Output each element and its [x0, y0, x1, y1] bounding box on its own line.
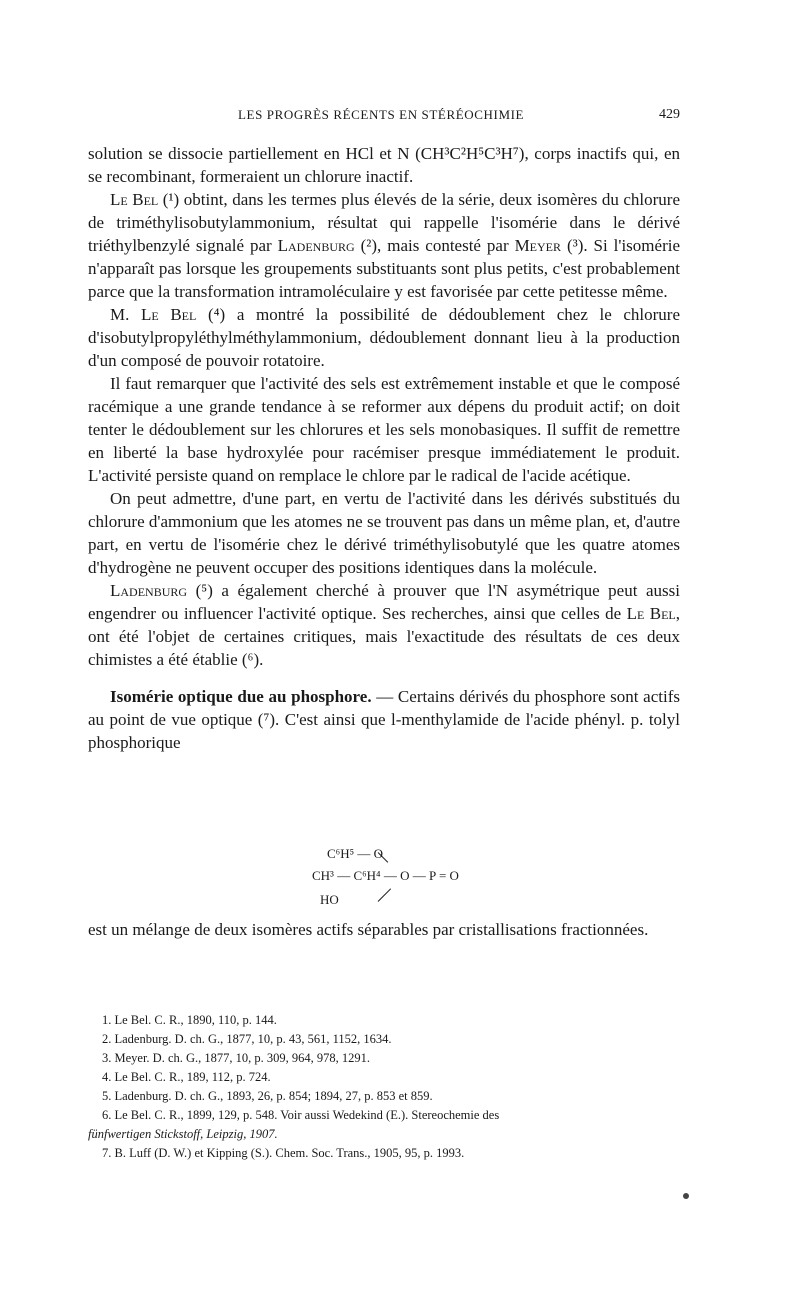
- paragraph-5: On peut admettre, d'une part, en vertu de l'activité dans les dérivés substitués du chlorure d'ammonium que les atomes ne se trouvent pas dans un même plan, et, d'autre part, en vertu de l'isomérie chez le dérivé triméthylisobutylé que les quatre atomes d'hydrogène ne peuvent occuper des positions identiques dans la molécule.: [88, 489, 680, 577]
- formula-line-2: CH³ — C⁶H⁴ — O — P = O: [312, 868, 459, 883]
- running-header: [88, 107, 680, 129]
- paragraph-text: obtint, dans les termes plus élevés de la série, deux isomères du chlorure de triméthylisobutylammonium, résultat qui rappelle l'isomérie dans le dérivé triéthylbenzylé signalé par: [88, 190, 681, 255]
- paragraph-text: . Si l'isomérie n'apparaît pas lorsque les groupements substituants sont plus petits, c'est probablement parce que la transformation intramoléculaire y est favorisée par cette petitesse même.: [88, 236, 680, 301]
- author-name: Le Bel: [110, 190, 159, 209]
- paragraph-2: [88, 188, 680, 303]
- footnote: 5. Ladenburg. D. ch. G., 1893, 26, p. 854; 1894, 27, p. 853 et 859.: [102, 1089, 433, 1103]
- paragraph-text: . C'est ainsi que l-menthylamide de l'acide phényl. p. tolyl phosphorique: [88, 710, 680, 752]
- author-name: Ladenburg: [110, 581, 188, 600]
- footnote-ref: (³): [566, 236, 584, 255]
- author-name: Meyer: [514, 236, 562, 255]
- formula-line-1: C⁶H⁵ — O: [327, 846, 384, 861]
- footnote: 7. B. Luff (D. W.) et Kipping (S.). Chem. Soc. Trans., 1905, 95, p. 1993.: [102, 1146, 465, 1160]
- footnote-ref: (⁷): [257, 710, 276, 729]
- footnote-ref: (²): [360, 236, 378, 255]
- paragraph-text: , mais contesté par: [377, 236, 515, 255]
- author-name: Le Bel: [140, 305, 197, 324]
- footnote-ref: (¹): [162, 190, 180, 209]
- bond-line-lower: [378, 888, 391, 901]
- footnote-ref: (⁴): [207, 305, 226, 324]
- paragraph-text: a également cherché à prouver que l'N asymétrique peut aussi engendrer ou influencer l'activité optique. Ses recherches, ainsi que celles de: [88, 581, 680, 623]
- author-name: Ladenburg: [277, 236, 355, 255]
- ink-dot: [683, 1193, 689, 1199]
- footnote: 3. Meyer. D. ch. G., 1877, 10, p. 309, 964, 978, 1291.: [102, 1051, 371, 1065]
- footnote-ref: (⁶): [241, 650, 260, 669]
- footnote-continuation: fünfwertigen Stickstoff, Leipzig, 1907.: [88, 1127, 278, 1141]
- formula-line-3: HO: [320, 892, 339, 907]
- paragraph-text: M.: [110, 305, 141, 324]
- footnotes: [88, 1011, 688, 1163]
- paragraph-text: a montré la possibilité de dédoublement chez le chlorure d'isobutylpropyléthylméthylammonium, dédoublement donnant lieu à la production d'un composé de pouvoir rotatoire.: [88, 305, 680, 370]
- author-name: Le Bel: [626, 604, 676, 623]
- footnote-ref: (⁵): [195, 581, 213, 600]
- paragraph-8: est un mélange de deux isomères actifs séparables par cristallisations fractionnées.: [88, 920, 649, 939]
- main-text: [88, 142, 680, 754]
- paragraph-7: [88, 685, 680, 754]
- footnote: 1. Le Bel. C. R., 1890, 110, p. 144.: [102, 1013, 277, 1027]
- closing-text: [88, 918, 680, 941]
- paragraph-text: , ont été l'objet de certaines critiques, mais l'exactitude des résultats de ces deux chimistes a été établie: [88, 604, 680, 669]
- section-heading: Isomérie optique due au phosphore.: [110, 687, 372, 706]
- paragraph-1: solution se dissocie partiellement en HCl et N (CH³C²H⁵C³H⁷), corps inactifs qui, en se recombinant, formeraient un chlorure inactif.: [88, 144, 680, 186]
- paragraph-6: [88, 579, 680, 671]
- footnote: 6. Le Bel. C. R., 1899, 129, p. 548. Voir aussi Wedekind (E.). Stereochemie des: [102, 1108, 500, 1122]
- footnote: 4. Le Bel. C. R., 189, 112, p. 724.: [102, 1070, 271, 1084]
- paragraph-text: .: [259, 650, 264, 669]
- paragraph-3: [88, 303, 680, 372]
- running-title: LES PROGRÈS RÉCENTS EN STÉRÉOCHIMIE: [238, 107, 525, 122]
- paragraph-4: Il faut remarquer que l'activité des sels est extrêmement instable et que le composé racémique a une grande tendance à se reformer aux dépens du produit actif; on doit tenter le dédoublement sur les chlorures et les sels monobasiques. Il suffit de remettre en liberté la base hydroxylée pour racémiser presque immédiatement le produit. L'activité persiste quand on remplace le chlore par le radical de l'acide acétique.: [88, 374, 680, 485]
- footnote: 2. Ladenburg. D. ch. G., 1877, 10, p. 43, 561, 1152, 1634.: [102, 1032, 392, 1046]
- page-number: 429: [659, 107, 680, 122]
- paragraph-text: — Certains dérivés du phosphore sont actifs au point de vue optique: [88, 687, 680, 729]
